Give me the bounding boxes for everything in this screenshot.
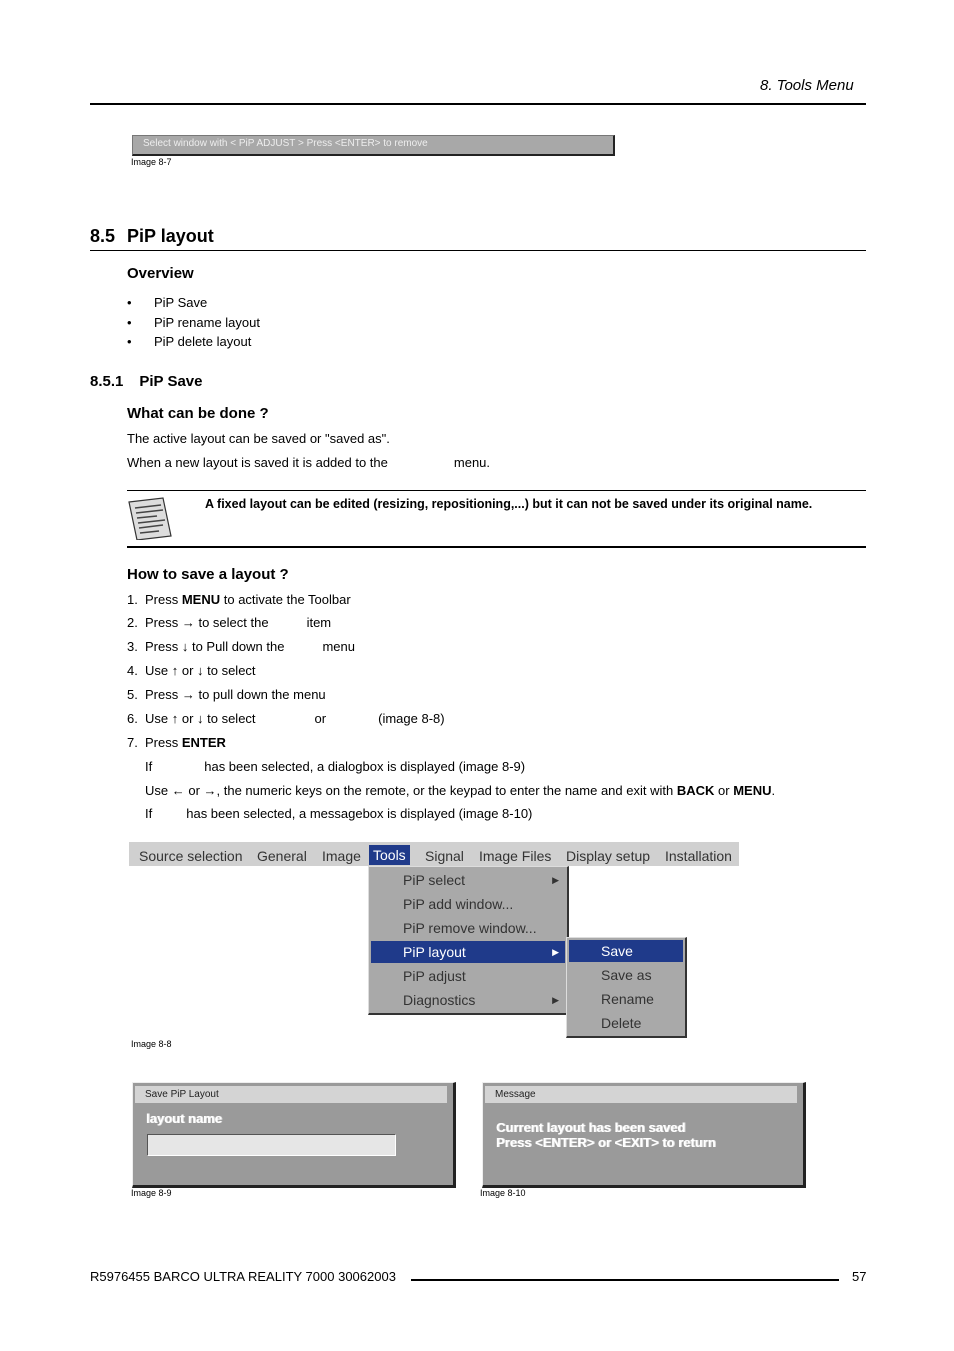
osd-menubar: [129, 842, 739, 866]
submenu-arrow-icon: ▶: [552, 947, 559, 957]
step-text: Press → to select the: [145, 615, 269, 630]
dialog-title: Save PiP Layout: [135, 1086, 447, 1103]
section-heading: [90, 226, 214, 247]
image-caption: Image 8-9: [131, 1188, 172, 1198]
step-text: Use ↑ or ↓ to select: [145, 711, 256, 726]
submenu-arrow-icon: ▶: [552, 995, 559, 1005]
step-number: 6.: [127, 711, 138, 726]
menu-item-pip-remove-window[interactable]: [371, 917, 565, 939]
menu-item-pip-add-window[interactable]: [371, 893, 565, 915]
image-caption: Image 8-10: [480, 1188, 526, 1198]
submenu-arrow-icon: ▶: [552, 875, 559, 885]
subsection-heading: [90, 373, 202, 390]
what-heading: What can be done ?: [127, 405, 269, 422]
menu-item-pip-select[interactable]: [371, 869, 565, 891]
pip-layout-submenu: [566, 937, 687, 1038]
step-key: MENU: [733, 783, 772, 798]
menubar-item[interactable]: Source selection: [139, 848, 243, 864]
image-caption: Image 8-7: [131, 157, 172, 167]
menu-item-label: Diagnostics: [403, 992, 476, 1008]
step-number: 3.: [127, 639, 138, 654]
step-item: [127, 615, 331, 630]
menu-item-pip-layout[interactable]: [371, 941, 565, 963]
list-item-text: PiP rename layout: [154, 315, 260, 330]
step-text: Press: [145, 592, 182, 607]
paragraph-text: When a new layout is saved it is added to the: [127, 455, 388, 470]
message-box: [482, 1082, 806, 1188]
menu-item-label: PiP select: [403, 872, 465, 888]
step-text: Press ↓ to Pull down the: [145, 639, 285, 654]
menubar-item[interactable]: Image Files: [479, 848, 552, 864]
step-item: [127, 592, 351, 607]
header-rule: [90, 103, 866, 105]
note-rule-bottom: [127, 546, 866, 548]
section-number: 8.5: [90, 226, 116, 246]
step-key: MENU: [181, 592, 221, 607]
menubar-item[interactable]: Display setup: [566, 848, 651, 864]
page-number: 57: [852, 1269, 867, 1284]
dialog-title: Message: [485, 1086, 797, 1103]
note-text: A fixed layout can be edited (resizing, repositioning,...) but it can not be saved under its original name.: [205, 497, 813, 511]
step-number: 4.: [127, 663, 138, 678]
menu-item-label: PiP remove window...: [403, 920, 537, 936]
step-number: 2.: [127, 615, 138, 630]
layout-name-input[interactable]: [147, 1134, 396, 1156]
menu-item-label: PiP adjust: [403, 968, 466, 984]
step-text: Use ↑ or ↓ to select: [145, 663, 256, 678]
step-subtext: [145, 806, 532, 821]
step-text: Press → to pull down the menu: [145, 687, 326, 702]
menubar-item[interactable]: Image: [322, 848, 361, 864]
subsection-number: 8.5.1: [90, 373, 124, 390]
step-text: If: [145, 806, 153, 821]
step-subtext: [145, 759, 525, 774]
step-item: [127, 639, 355, 654]
step-number: 7.: [127, 735, 138, 750]
footer-rule: [411, 1279, 839, 1281]
step-text: item: [306, 615, 332, 630]
step-text: Use ← or →, the numeric keys on the remote, or the keypad to enter the name and exit with: [145, 783, 677, 798]
how-heading: How to save a layout ?: [127, 566, 289, 583]
paragraph: [127, 455, 490, 470]
submenu-item-save[interactable]: Save: [569, 940, 683, 962]
step-text: Press: [145, 735, 182, 750]
submenu-item-rename[interactable]: Rename: [601, 991, 654, 1007]
menu-item-label: PiP layout: [403, 944, 466, 960]
menu-item-diagnostics[interactable]: [371, 989, 565, 1011]
save-pip-layout-dialog: [132, 1082, 456, 1188]
step-number: 5.: [127, 687, 138, 702]
status-bar-text: Select window with < PiP ADJUST > Press <ENTER> to remove: [143, 138, 428, 149]
step-key: ENTER: [181, 735, 226, 750]
step-item: [127, 687, 326, 702]
section-rule: [90, 250, 866, 251]
list-item-text: PiP Save: [154, 295, 208, 310]
step-text: (image 8-8): [378, 711, 445, 726]
osd-status-bar: [132, 135, 615, 156]
submenu-item-delete[interactable]: Delete: [601, 1015, 642, 1031]
step-subtext: [145, 783, 775, 798]
menubar-item[interactable]: Signal: [425, 848, 464, 864]
running-header: 8. Tools Menu: [760, 77, 854, 94]
subsection-title: PiP Save: [139, 373, 203, 390]
field-label: layout name: [146, 1111, 222, 1126]
note-rule-top: [127, 490, 866, 491]
step-text: has been selected, a messagebox is displayed (image 8-10): [186, 806, 533, 821]
step-text: or: [714, 783, 734, 798]
section-title: PiP layout: [127, 226, 214, 246]
bullet: •: [127, 295, 132, 310]
bullet: •: [127, 315, 132, 330]
menu-item-label: PiP add window...: [403, 896, 514, 912]
step-key: BACK: [676, 783, 715, 798]
overview-heading: Overview: [127, 265, 194, 282]
step-item: [127, 711, 445, 726]
menubar-item[interactable]: General: [257, 848, 307, 864]
tools-dropdown-menu: [368, 866, 569, 1015]
message-line: Current layout has been saved: [496, 1120, 686, 1135]
step-text: .: [771, 783, 776, 798]
menu-item-pip-adjust[interactable]: [371, 965, 565, 987]
note-icon: [127, 496, 175, 540]
menubar-item-tools[interactable]: Tools: [369, 845, 410, 865]
footer-doc-id: R5976455 BARCO ULTRA REALITY 7000 30062003: [90, 1269, 396, 1284]
step-text: If: [145, 759, 153, 774]
paragraph: The active layout can be saved or "saved as".: [127, 431, 390, 446]
list-item-text: PiP delete layout: [154, 334, 252, 349]
step-item: [127, 735, 226, 750]
step-item: [127, 663, 256, 678]
image-caption: Image 8-8: [131, 1039, 172, 1049]
step-number: 1.: [127, 592, 138, 607]
submenu-item-save-as[interactable]: Save as: [601, 967, 652, 983]
step-text: or: [314, 711, 327, 726]
menubar-item[interactable]: Installation: [665, 848, 732, 864]
step-text: has been selected, a dialogbox is displayed (image 8-9): [204, 759, 526, 774]
bullet: •: [127, 334, 132, 349]
paragraph-text: menu.: [453, 455, 491, 470]
message-line: Press <ENTER> or <EXIT> to return: [496, 1135, 716, 1150]
step-text: to activate the Toolbar: [220, 592, 351, 607]
step-text: menu: [322, 639, 355, 654]
